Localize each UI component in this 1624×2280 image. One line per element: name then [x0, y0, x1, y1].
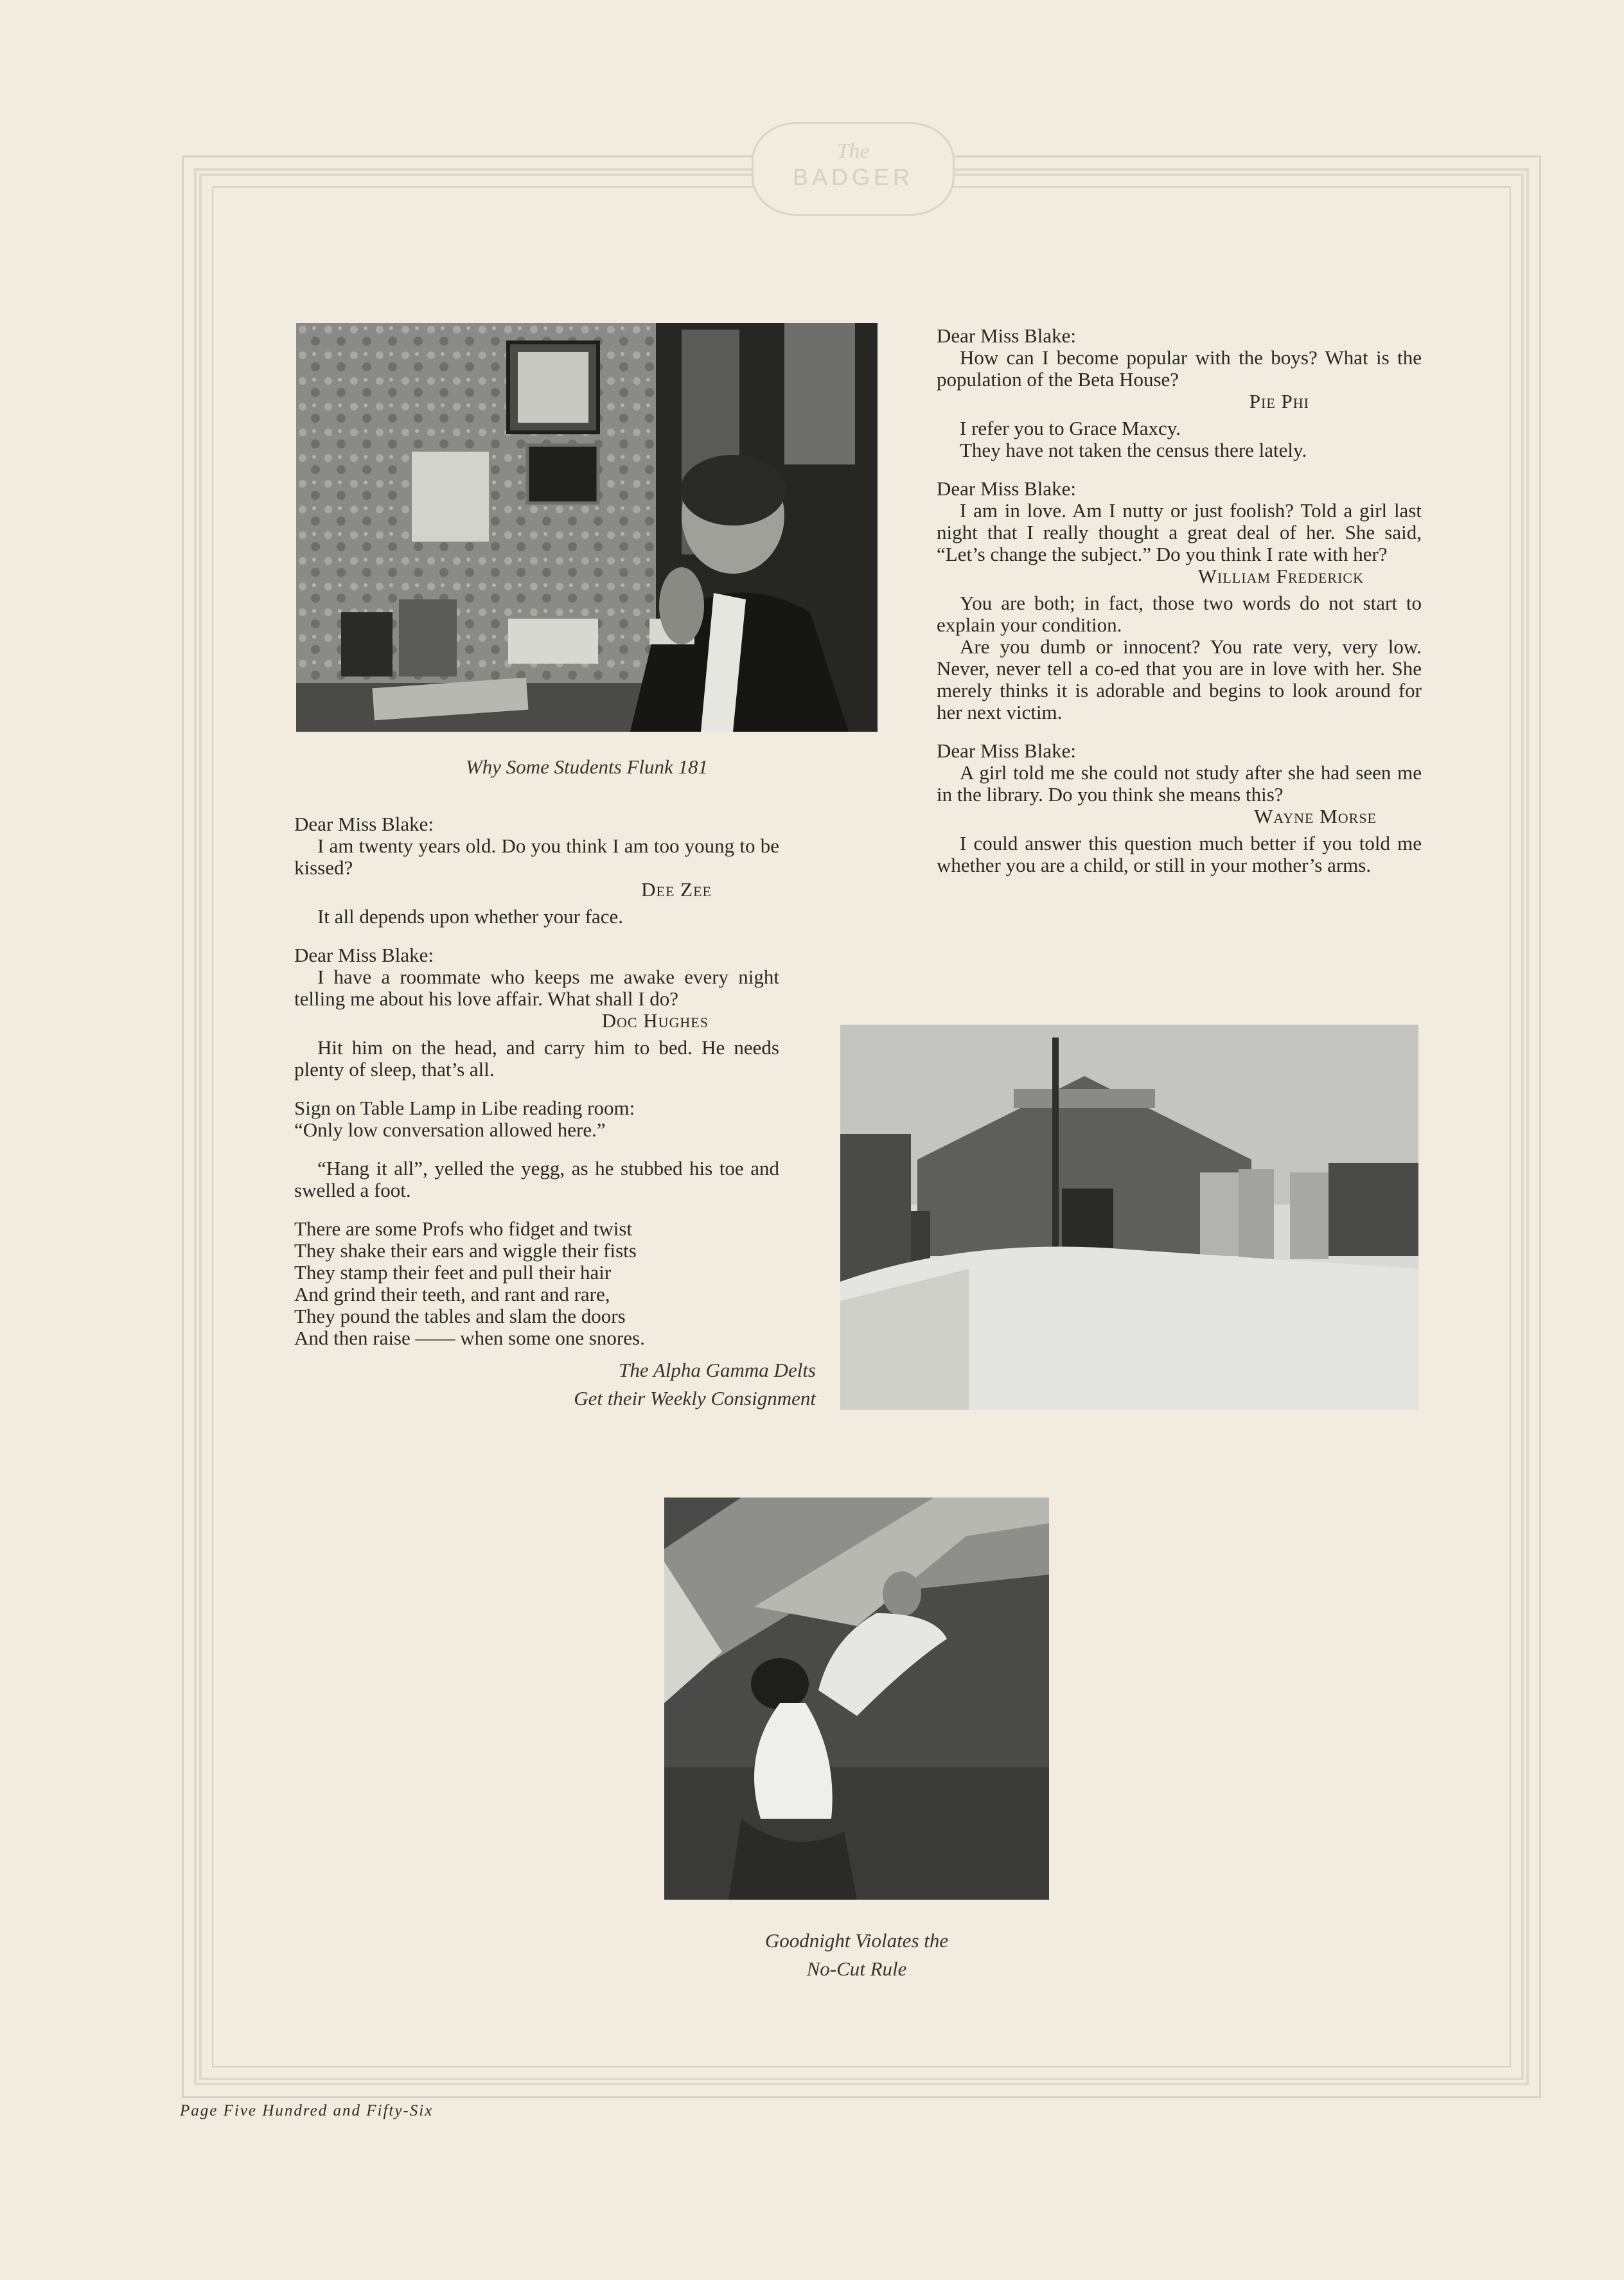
letter-text: A girl told me she could not study after she had seen me in the library. Do you think she means this? [937, 761, 1422, 806]
caption-top-photo: Why Some Students Flunk 181 [465, 756, 709, 778]
poem-line: There are some Profs who fidget and twist [294, 1217, 633, 1240]
salutation: Dear Miss Blake: [937, 324, 1076, 347]
poem-line: And grind their teeth, and rant and rare, [294, 1283, 610, 1305]
salutation: Dear Miss Blake: [294, 813, 434, 835]
signature: William Frederick [1197, 565, 1364, 587]
right-column [937, 325, 1422, 893]
letter-text: How can I become popular with the boys? What is the population of the Beta House? [937, 346, 1422, 391]
reply-text: I refer you to Grace Maxcy. [960, 417, 1181, 439]
reply-text: It all depends upon whether your face. [317, 905, 624, 928]
badger-header-badge [752, 122, 955, 216]
page-number-footer: Page Five Hundred and Fifty-Six [180, 2102, 434, 2119]
badge-the: The [836, 139, 870, 163]
reply-text: You are both; in fact, those two words do not start to explain your condition. [937, 592, 1422, 636]
photo-student-desk [296, 323, 878, 732]
lamp-sign-line: Sign on Table Lamp in Libe reading room: [294, 1097, 635, 1119]
caption-line: The Alpha Gamma Delts [619, 1359, 816, 1381]
reply-text: Hit him on the head, and carry him to bed. He needs plenty of sleep, that’s all. [294, 1036, 779, 1081]
poem-line: They stamp their feet and pull their hair [294, 1261, 612, 1284]
reply-text: Are you dumb or innocent? You rate very, very low. Never, never tell a co-ed that you are in love with her. She merely thinks it is adorable and begins to look around for her next victim. [937, 635, 1422, 723]
letter-text: I am in love. Am I nutty or just foolish? Told a girl last night that I really thought a great deal of her. She said, “Let’s change the subject.” Do you think I rate with her? [937, 499, 1422, 565]
letter-text: I have a roommate who keeps me awake every night telling me about his love affair. What shall I do? [294, 966, 779, 1010]
signature: Doc Hughes [601, 1009, 709, 1032]
caption-line: Get their Weekly Consignment [574, 1387, 816, 1410]
photo-tent-scene [664, 1498, 1049, 1900]
signature: Wayne Morse [1254, 805, 1377, 827]
caption-line: No-Cut Rule [806, 1957, 907, 1980]
caption-bottom-photo [664, 1927, 1049, 1983]
poem-line: They pound the tables and slam the doors [294, 1305, 626, 1327]
lamp-sign-quote: “Only low conversation allowed here.” [294, 1118, 606, 1141]
poem [294, 1218, 779, 1349]
signature: Pie Phi [1249, 390, 1309, 412]
salutation: Dear Miss Blake: [937, 477, 1076, 500]
caption-middle-photo [463, 1356, 816, 1413]
badge-name: BADGER [792, 164, 914, 190]
signature: Dee Zee [641, 878, 712, 901]
salutation: Dear Miss Blake: [937, 739, 1076, 762]
caption-line: Goodnight Violates the [764, 1929, 949, 1952]
salutation: Dear Miss Blake: [294, 944, 434, 966]
reply-text: I could answer this question much better if you told me whether you are a child, or still in your mother’s arms. [937, 832, 1422, 876]
photo-freight-depot [840, 1025, 1418, 1410]
joke-text: “Hang it all”, yelled the yegg, as he stubbed his toe and swelled a foot. [294, 1157, 779, 1201]
left-column [294, 813, 779, 1349]
reply-text: They have not taken the census there lately. [960, 439, 1307, 461]
poem-line: They shake their ears and wiggle their fists [294, 1239, 637, 1262]
poem-line: And then raise —— when some one snores. [294, 1327, 645, 1349]
letter-text: I am twenty years old. Do you think I am too young to be kissed? [294, 835, 779, 879]
